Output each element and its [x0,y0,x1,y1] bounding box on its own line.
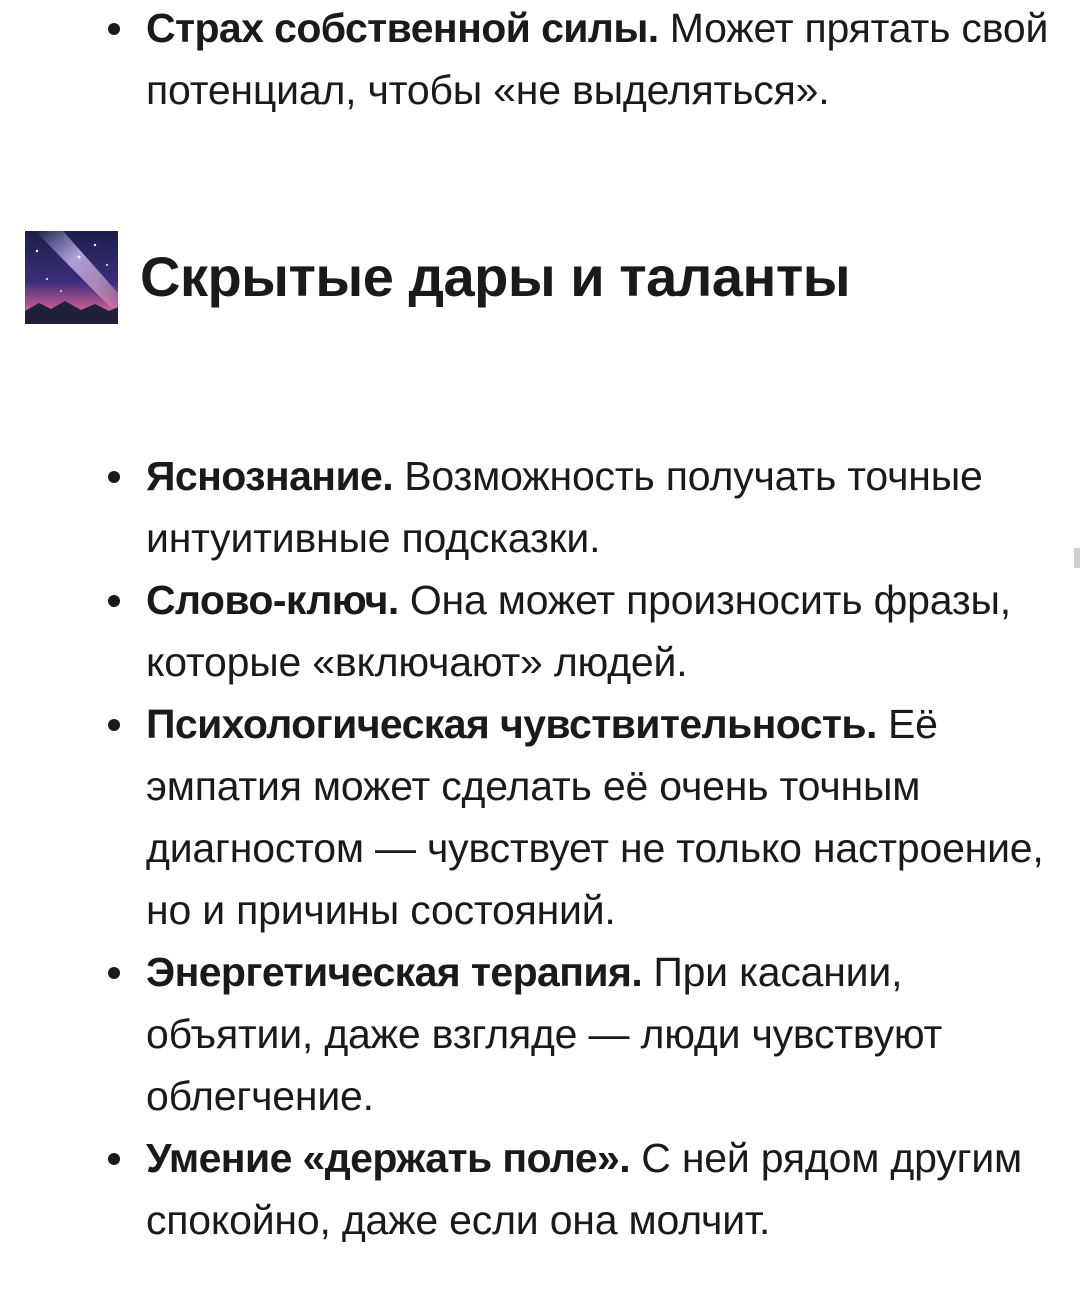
page-title: Скрытые дары и таланты [140,245,851,308]
item-text: С ней рядом другим спокойно, даже если она молчит. [146,1135,1023,1243]
item-title: Страх собственной силы. [146,5,659,51]
list-item [0,693,1080,941]
bullet-icon [108,471,120,483]
milky-way-icon [25,231,118,324]
list-item [0,941,1080,1127]
scrollbar-thumb[interactable] [1074,548,1080,568]
item-text: Может прятать свой потенциал, чтобы «не выделяться». [146,5,1049,113]
list-item [0,0,1080,121]
item-title: Умение «держать поле». [146,1135,631,1181]
bullet-icon [108,595,120,607]
item-text: Возможность получать точные интуитивные подсказки. [146,453,983,561]
item-title: Слово-ключ. [146,577,399,623]
bullet-icon [108,967,120,979]
list-item [0,445,1080,569]
previous-section-list [0,0,1080,121]
item-title: Яснознание. [146,453,394,499]
item-text: Её эмпатия может сделать её очень точным диагностом — чувствует не только настроение, но и причины состояний. [146,701,1044,933]
item-title: Психологическая чувствительность. [146,701,877,747]
bullet-icon [108,719,120,731]
section-heading [25,230,850,324]
item-text: При касании, объятии, даже взгляде — люди чувствуют облегчение. [146,949,943,1119]
list-item [0,569,1080,693]
item-text: Она может произносить фразы, которые «включают» людей. [146,577,1011,685]
bullet-icon [108,23,120,35]
item-title: Энергетическая терапия. [146,949,643,995]
bullet-icon [108,1153,120,1165]
list-item [0,1127,1080,1251]
talents-list [0,445,1080,1251]
